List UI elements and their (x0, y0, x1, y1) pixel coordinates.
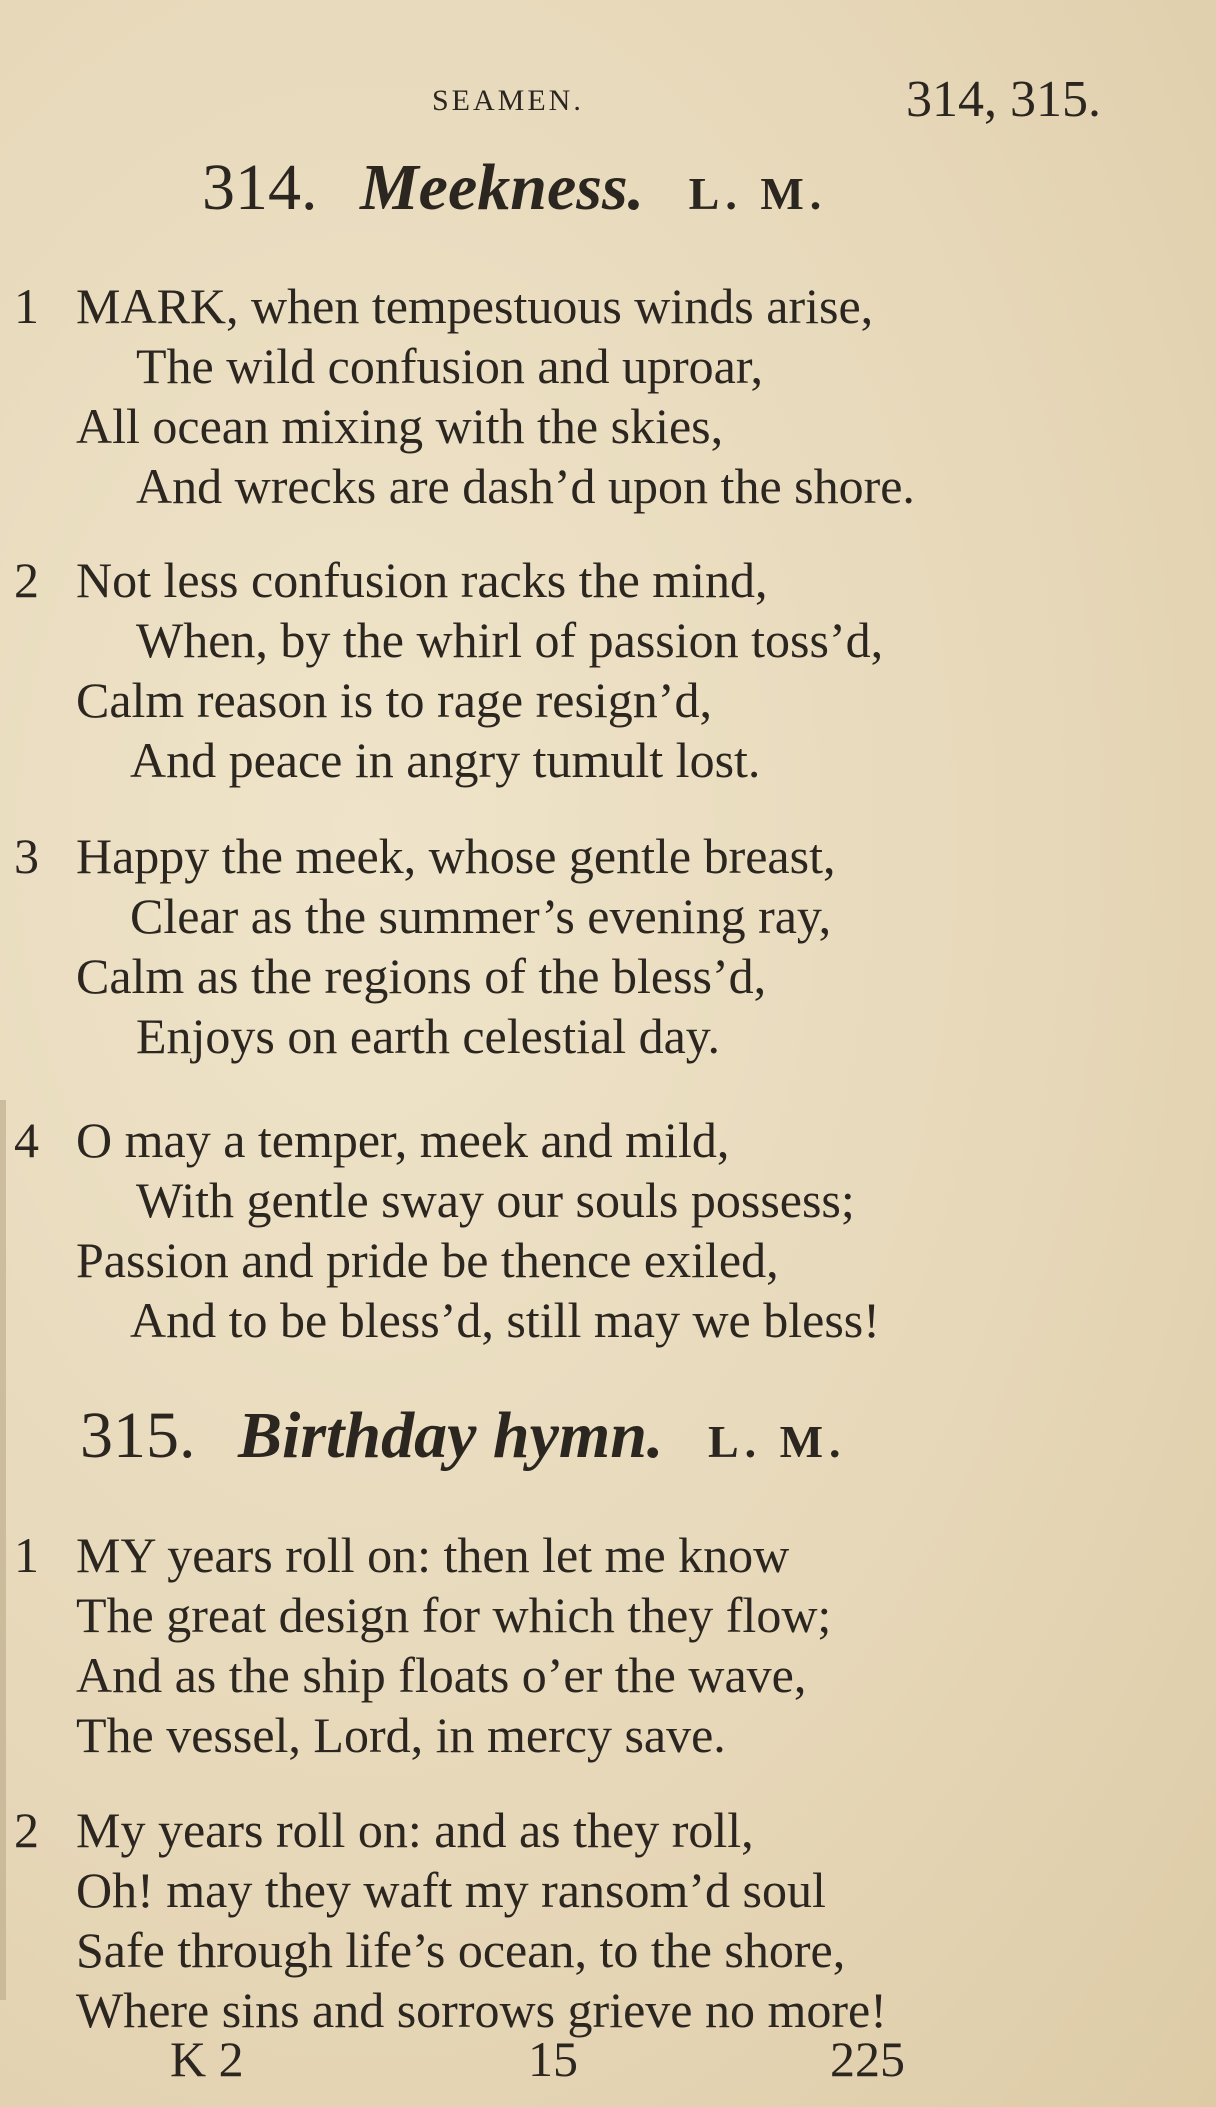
verse-line: With gentle sway our souls possess; (136, 1172, 855, 1228)
verse-line: My years roll on: and as they roll, (76, 1802, 754, 1858)
verse-line: Safe through life’s ocean, to the shore, (76, 1922, 846, 1978)
running-head-hymn-numbers: 314, 315. (906, 71, 1101, 128)
hymn-title (0, 150, 1216, 226)
verse-line: Not less confusion racks the mind, (76, 552, 768, 608)
verse-line: The vessel, Lord, in mercy save. (76, 1707, 726, 1763)
hymn-name: Birthday hymn. (238, 1399, 664, 1472)
verse-line: And wrecks are dash’d upon the shore. (136, 458, 915, 514)
verse-line: Enjoys on earth celestial day. (136, 1008, 721, 1064)
stanza-number: 1 (14, 1527, 39, 1583)
running-head-section: SEAMEN. (432, 84, 584, 117)
stanza-number: 3 (14, 828, 39, 884)
hymn-meter: L. M. (688, 168, 828, 219)
verse-line: Happy the meek, whose gentle breast, (76, 828, 836, 884)
hymn-number: 315. (80, 1399, 196, 1472)
volume-number: 15 (528, 2031, 578, 2087)
signature-mark: K 2 (170, 2031, 244, 2087)
verse-line: The wild confusion and uproar, (136, 338, 764, 394)
verse-line: Passion and pride be thence exiled, (76, 1232, 779, 1288)
verse-line: All ocean mixing with the skies, (76, 398, 724, 454)
hymn-meter: L. M. (707, 1416, 847, 1467)
verse-line: O may a temper, meek and mild, (76, 1112, 730, 1168)
verse-line: Oh! may they waft my ransom’d soul (76, 1862, 826, 1918)
verse-line: MARK, when tempestuous winds arise, (76, 278, 874, 334)
page-number: 225 (830, 2031, 905, 2087)
hymn-number: 314. (202, 151, 318, 224)
running-head (0, 70, 1216, 130)
verse-line: And peace in angry tumult lost. (130, 732, 761, 788)
verse-line: Where sins and sorrows grieve no more! (76, 1982, 887, 2038)
stanza-number: 4 (14, 1112, 39, 1168)
verse-line: Calm reason is to rage resign’d, (76, 672, 712, 728)
page-edge-shadow (0, 1100, 6, 2000)
hymn-title (0, 1398, 1216, 1474)
verse-line: When, by the whirl of passion toss’d, (136, 612, 884, 668)
hymn-name: Meekness. (360, 151, 645, 224)
verse-line: The great design for which they flow; (76, 1587, 832, 1643)
verse-line: MY years roll on: then let me know (76, 1527, 790, 1583)
verse-line: And to be bless’d, still may we bless! (130, 1292, 880, 1348)
stanza-number: 2 (14, 1802, 39, 1858)
verse-line: Calm as the regions of the bless’d, (76, 948, 767, 1004)
page-footer (0, 2030, 1216, 2100)
verse-line: Clear as the summer’s evening ray, (130, 888, 832, 944)
stanza-number: 2 (14, 552, 39, 608)
stanza-number: 1 (14, 278, 39, 334)
verse-line: And as the ship floats o’er the wave, (76, 1647, 807, 1703)
